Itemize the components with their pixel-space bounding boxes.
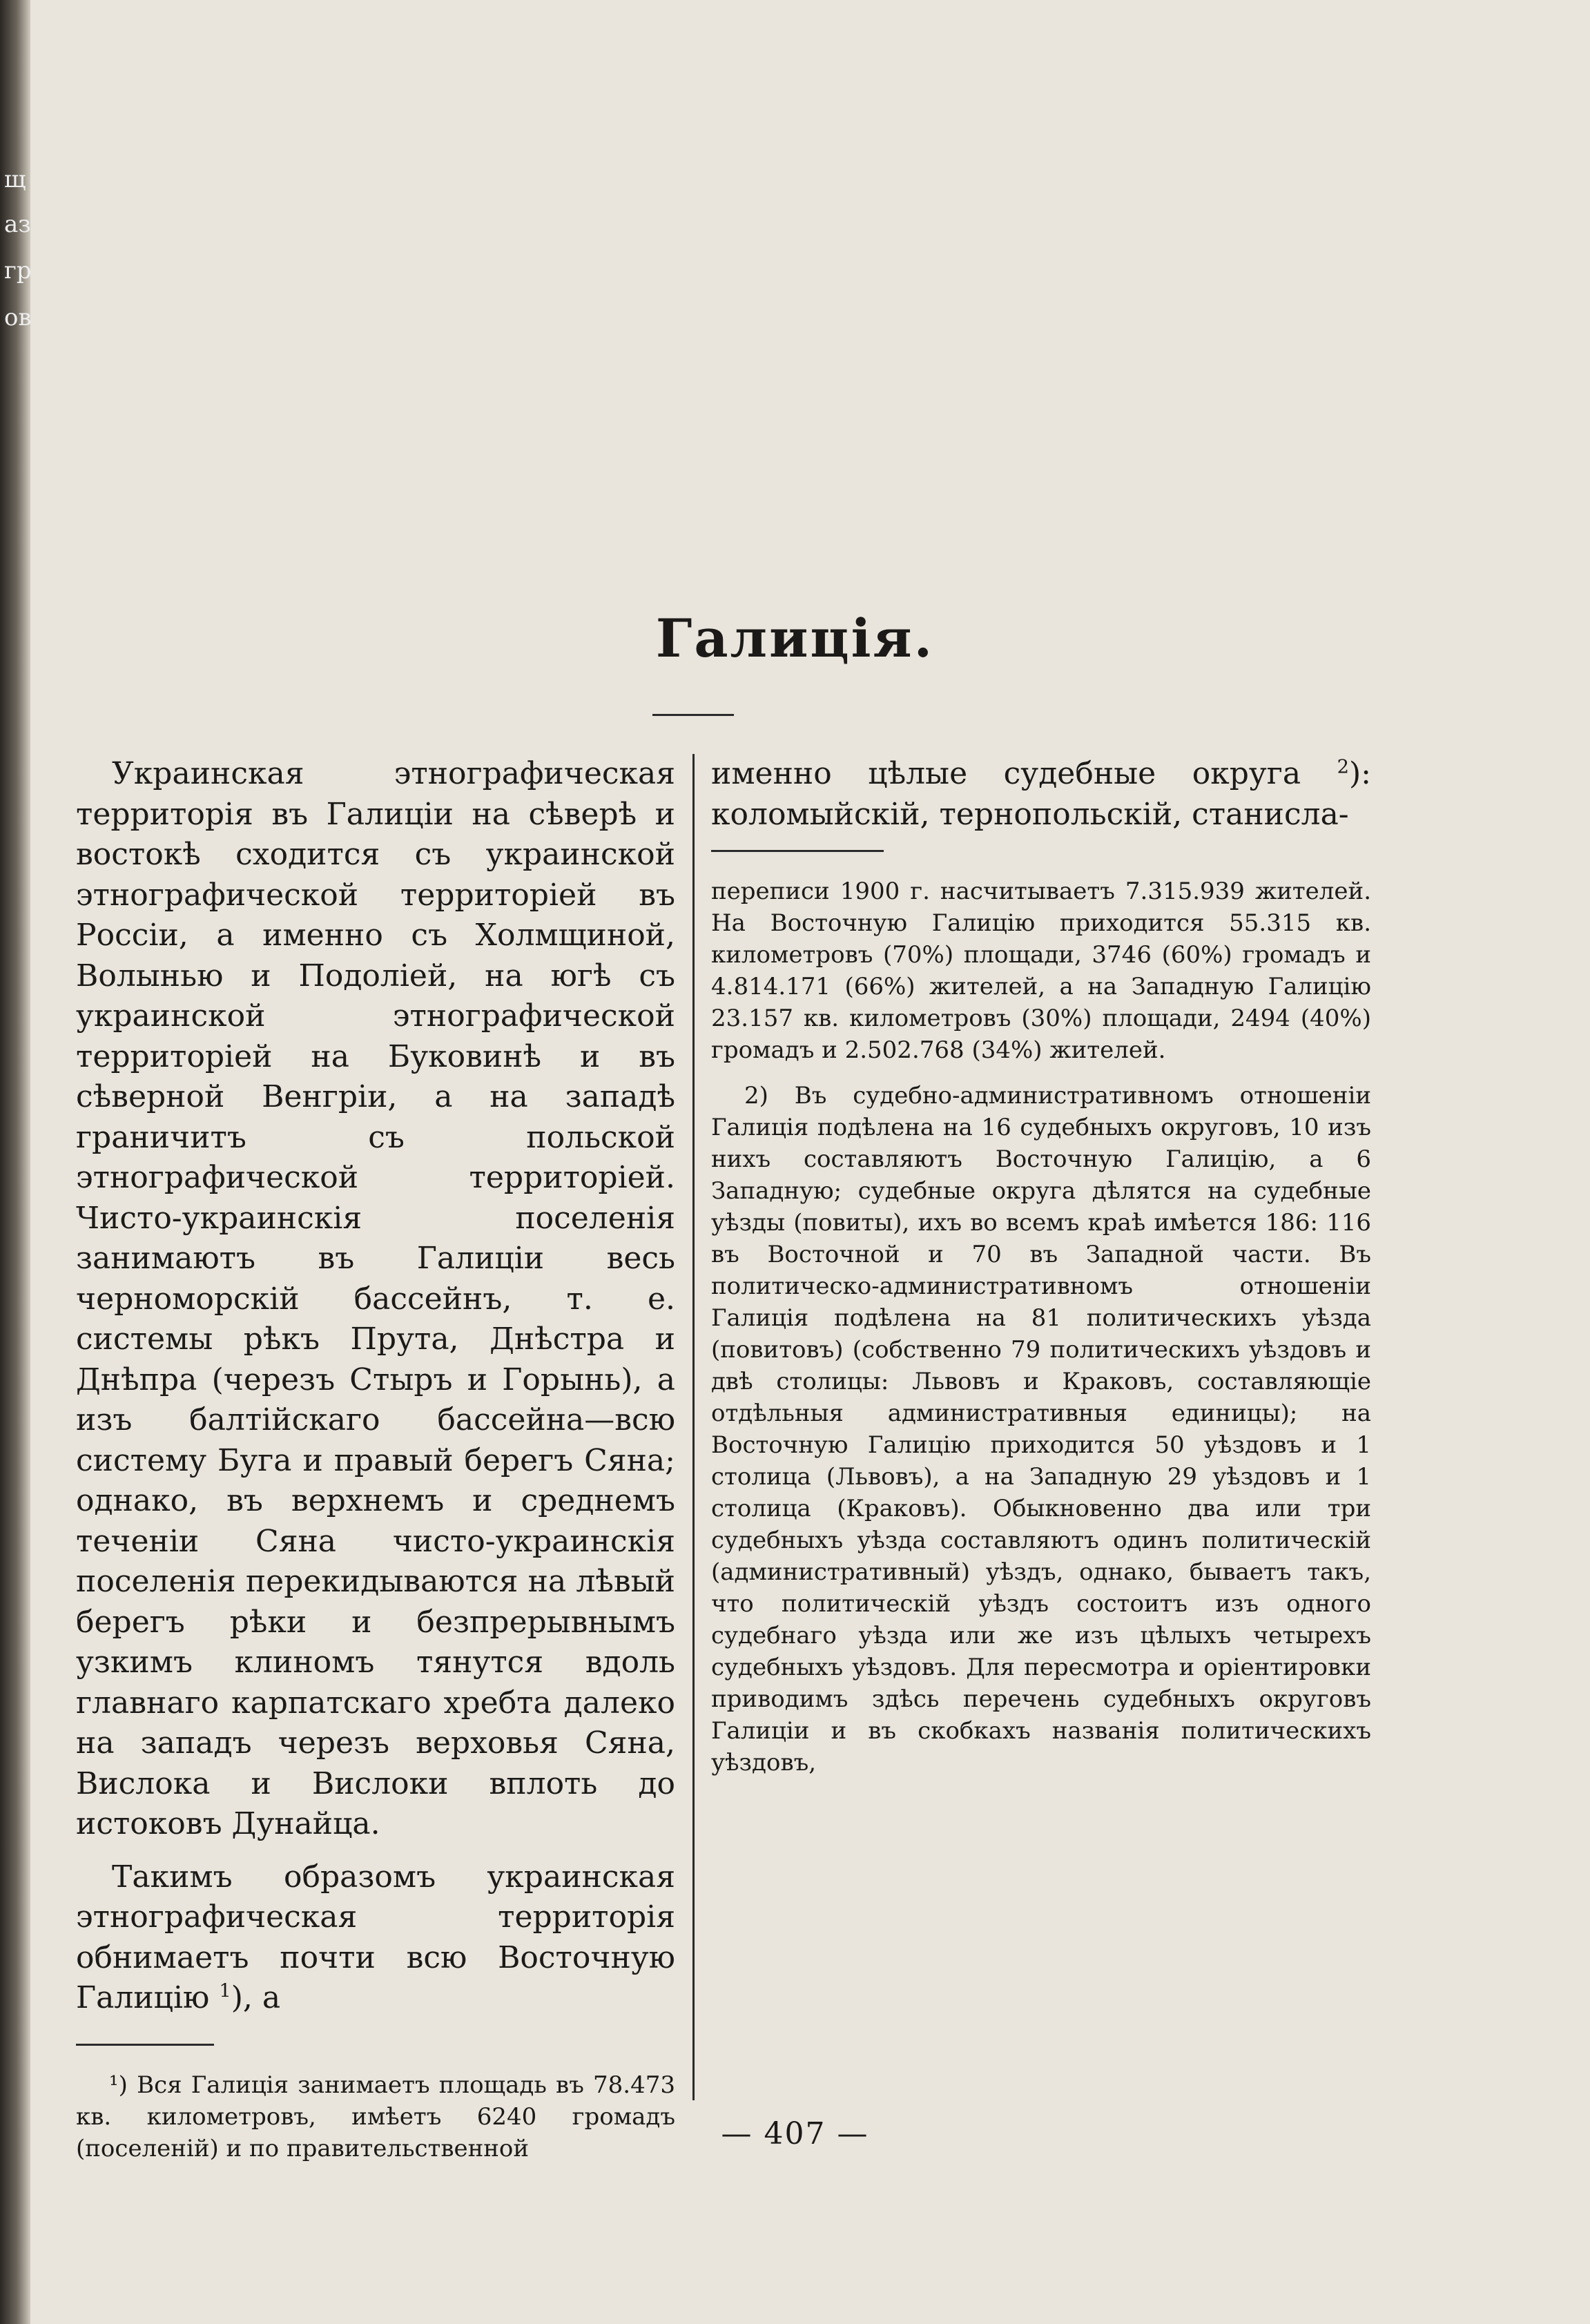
paragraph-text: именно цѣлые судебные округа xyxy=(711,756,1301,791)
footnote-text: Въ судебно-административномъ отношеніи Галиція подѣлена на 16 судебныхъ округовъ, 10 изъ нихъ составляютъ Восточную Галицію, а 6 Западную; судебные округа дѣлятся на судебные уѣзды (повиты), ихъ во всемъ краѣ имѣется 186: 116 въ Восточной и 70 въ Западной части. Въ политическо-административномъ отношеніи Галиція подѣлена на 81 политическихъ уѣзда (повитовъ) (собственно 79 политическихъ уѣздовъ и двѣ столицы: Львовъ и Краковъ, составляющіе отдѣльныя административныя единицы); на Восточную Галицію приходится 50 уѣздовъ и 1 столица (Львовъ), а на Западную 29 уѣздовъ и 1 столица (Краковъ). Обыкновенно два или три судебныхъ уѣзда составляютъ одинъ политическій (административный) уѣздъ, однако, бываетъ такъ, что политическій уѣздъ состоитъ изъ одного судебнаго уѣзда или же изъ цѣлыхъ четырехъ судебныхъ уѣздовъ. Для пересмотра и оріентировки приводимъ здѣсь перечень судебныхъ округовъ Галиціи и въ скобкахъ названія политическихъ уѣздовъ, xyxy=(711,1082,1371,1776)
right-column xyxy=(711,754,1371,1779)
paragraph-text: Такимъ образомъ украинская этнографическая территорія обнимаетъ почти всю Восточную Галицію xyxy=(76,1859,675,2015)
page-title: Галиція. xyxy=(655,608,935,669)
column-divider xyxy=(692,754,695,2100)
footnote-label: 2) xyxy=(744,1082,768,1110)
title-rule xyxy=(652,714,734,716)
margin-fragment: гр xyxy=(4,257,32,284)
footnote-marker: 1 xyxy=(219,1980,231,2002)
left-body xyxy=(76,754,675,2019)
footnote-rule xyxy=(76,2044,214,2046)
right-body xyxy=(711,754,1371,835)
footnote-marker: 2 xyxy=(1337,756,1349,778)
margin-fragment: ов xyxy=(4,304,32,331)
page-number: — 407 — xyxy=(721,2116,869,2151)
margin-fragment: аз xyxy=(4,211,31,238)
footnote-text: Вся Галиція занимаетъ площадь въ 78.473 кв. километровъ, имѣетъ 6240 громадъ (поселеній) и по правительственной xyxy=(76,2071,675,2162)
footnote-rule xyxy=(711,850,884,852)
paragraph xyxy=(76,1857,675,2019)
left-column xyxy=(76,754,675,2165)
book-spine-edge xyxy=(0,0,30,2324)
footnote-label: ¹) xyxy=(109,2071,128,2099)
footnotes-right xyxy=(711,875,1371,1779)
paragraph-text-end: ), а xyxy=(231,1980,281,2015)
footnote-1-continued: переписи 1900 г. насчитываетъ 7.315.939 жителей. На Восточную Галицію приходится 55.315 кв. километровъ (70%) площади, 3746 (60%) громадъ и 4.814.171 (66%) жителей, а на Западную Галицію 23.157 кв. километровъ (30%) площади, 2494 (40%) громадъ и 2.502.768 (34%) жителей. xyxy=(711,878,1371,1064)
footnote-2 xyxy=(711,1080,1371,1779)
margin-fragment: щ xyxy=(4,166,26,193)
paragraph xyxy=(711,754,1371,835)
paragraph: Украинская этнографическая территорія въ Галиціи на сѣверѣ и востокѣ сходится съ украинской этнографической территоріей въ Россіи, а именно съ Холмщиной, Волынью и Подоліей, на югѣ съ украинской этнографической территоріей на Буковинѣ и въ сѣверной Венгріи, а на западѣ граничитъ съ польской этнографической территоріей. Чисто-украинскія поселенія занимаютъ въ Галиціи весь черноморскій бассейнъ, т. е. системы рѣкъ Прута, Днѣстра и Днѣпра (черезъ Стыръ и Горынь), а изъ балтійскаго бассейна—всю систему Буга и правый берегъ Сяна; однако, въ верхнемъ и среднемъ теченіи Сяна чисто-украинскія поселенія перекидываются на лѣвый берегъ рѣки и безпрерывнымъ узкимъ клиномъ тянутся вдоль главнаго карпатскаго хребта далеко на западъ черезъ верховья Сяна, Вислока и Вислоки вплоть до истоковъ Дунайца. xyxy=(76,756,675,1841)
paragraph-text-end: ): коломыйскій, тернопольскій, станисла- xyxy=(711,756,1371,832)
